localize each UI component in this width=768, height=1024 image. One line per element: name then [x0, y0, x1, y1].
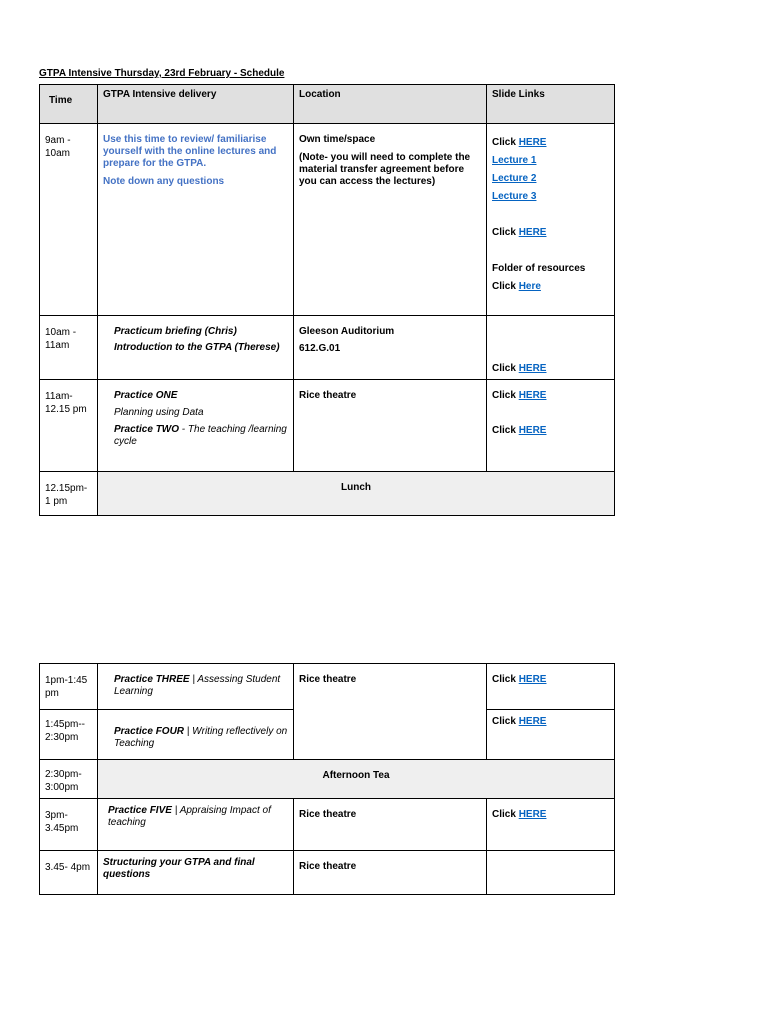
delivery-cell [98, 316, 294, 380]
location-note: (Note- you will need to complete the material transfer agreement before you can access the lectures) [299, 152, 471, 187]
delivery-cell [98, 664, 294, 710]
delivery-item: Practice ONE [114, 390, 178, 401]
delivery-item: Practicum briefing (Chris) [114, 326, 237, 337]
delivery-subtitle: Planning using Data [114, 407, 204, 418]
break-cell-lunch: Lunch [98, 472, 615, 516]
location-cell [294, 664, 487, 760]
delivery-item: Introduction to the GTPA (Therese) [114, 342, 280, 353]
location-cell [294, 316, 487, 380]
here-link[interactable]: HERE [518, 809, 547, 820]
table-row [40, 316, 615, 380]
folder-label: Folder of resources [492, 263, 586, 274]
document-title: GTPA Intensive Thursday, 23rd February - Schedule [39, 68, 285, 79]
slide-link-line: Click HERE [492, 425, 547, 436]
location-cell [294, 124, 487, 316]
slide-link-line: Click HERE [492, 137, 547, 148]
here-link[interactable]: HERE [518, 716, 547, 727]
table-row [40, 664, 615, 710]
time-cell: 10am - 11am [40, 316, 98, 380]
time-cell: 11am- 12.15 pm [40, 380, 98, 472]
slides-cell [487, 124, 615, 316]
slides-cell [487, 316, 615, 380]
location-room: 612.G.01 [299, 343, 341, 354]
here-link[interactable]: HERE [518, 137, 547, 148]
slides-cell [487, 799, 615, 851]
slides-cell [487, 664, 615, 710]
lecture-2-link[interactable]: Lecture 2 [492, 173, 537, 184]
table-row [40, 799, 615, 851]
time-cell: 1:45pm-- 2:30pm [40, 710, 98, 760]
schedule-table-afternoon [39, 663, 615, 895]
table-row [40, 472, 615, 516]
delivery-item: Practice TWO - The teaching /learning cycle [114, 424, 287, 447]
delivery-note: Note down any questions [103, 176, 225, 187]
time-cell: 12.15pm- 1 pm [40, 472, 98, 516]
lecture-3-link[interactable]: Lecture 3 [492, 191, 537, 202]
slides-cell [487, 710, 615, 760]
folder-here-link[interactable]: Here [518, 281, 541, 292]
lecture-1-link[interactable]: Lecture 1 [492, 155, 537, 166]
slides-cell [487, 851, 615, 895]
slide-link-line: Click HERE [492, 716, 547, 727]
delivery-text: Use this time to review/ familiarise yourself with the online lectures and prepare for the GTPA. [103, 134, 277, 169]
break-cell-afternoon-tea: Afternoon Tea [98, 760, 615, 799]
here-link[interactable]: HERE [518, 425, 547, 436]
slide-link-line: Click HERE [492, 674, 547, 685]
slides-cell [487, 380, 615, 472]
table-row [40, 760, 615, 799]
location-cell [294, 799, 487, 851]
table-row [40, 380, 615, 472]
time-cell: 3.45- 4pm [40, 851, 98, 895]
time-cell: 2:30pm- 3:00pm [40, 760, 98, 799]
here-link[interactable]: HERE [518, 674, 547, 685]
table-header-row [40, 85, 615, 124]
delivery-cell [98, 124, 294, 316]
location-text: Gleeson Auditorium [299, 326, 395, 337]
here-link[interactable]: HERE [518, 227, 547, 238]
time-cell: 9am - 10am [40, 124, 98, 316]
location-text: Rice theatre [299, 390, 357, 401]
slide-link-line: Click Here [492, 281, 541, 292]
slide-link-line: Click HERE [492, 363, 547, 374]
slide-link-line: Click HERE [492, 227, 547, 238]
delivery-cell [98, 799, 294, 851]
delivery-cell [98, 710, 294, 760]
delivery-item: Practice THREE | Assessing Student Learning [114, 674, 281, 697]
header-delivery: GTPA Intensive delivery [98, 85, 294, 124]
schedule-table-morning [39, 84, 615, 516]
location-cell [294, 851, 487, 895]
header-time: Time [40, 85, 98, 124]
location-cell [294, 380, 487, 472]
location-text: Rice theatre [299, 861, 357, 872]
time-cell: 3pm- 3.45pm [40, 799, 98, 851]
here-link[interactable]: HERE [518, 363, 547, 374]
header-location: Location [294, 85, 487, 124]
location-text: Rice theatre [299, 809, 357, 820]
table-row [40, 124, 615, 316]
delivery-item: Structuring your GTPA and final questions [103, 857, 255, 880]
header-slide-links: Slide Links [487, 85, 615, 124]
table-row [40, 851, 615, 895]
delivery-item: Practice FOUR | Writing reflectively on Teaching [114, 726, 288, 749]
delivery-cell [98, 380, 294, 472]
slide-link-line: Click HERE [492, 390, 547, 401]
delivery-item: Practice FIVE | Appraising Impact of teaching [108, 805, 271, 828]
location-text: Own time/space [299, 134, 376, 145]
slide-link-line: Click HERE [492, 809, 547, 820]
delivery-cell [98, 851, 294, 895]
location-text: Rice theatre [299, 674, 357, 685]
here-link[interactable]: HERE [518, 390, 547, 401]
time-cell: 1pm-1:45 pm [40, 664, 98, 710]
